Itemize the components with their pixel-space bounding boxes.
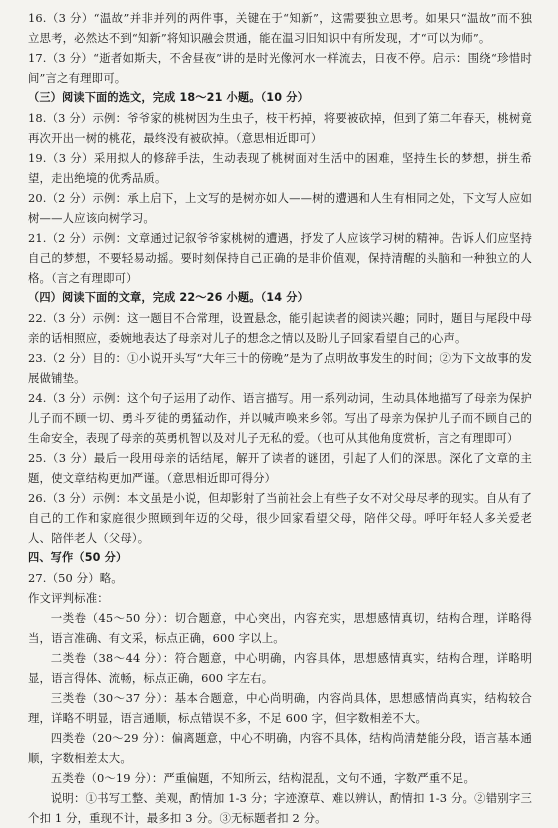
grade-class-2: 二类卷（38～44 分）：符合题意，中心明确，内容具体，思想感情真实，结构合理，详略明显，语言得体、流畅，标点正确，600 字左右。 — [28, 651, 532, 685]
answer-22: 22.（3 分）示例：这一题目不合常理，设置悬念，能引起读者的阅读兴趣；同时，题目与尾段中母亲的话相照应，委婉地表达了母亲对儿子的想念之情以及盼儿子回家看望自己的心声。 — [28, 311, 532, 345]
grading-criteria-title: 作文评判标准： — [28, 591, 109, 605]
answer-17: 17.（3 分）“逝者如斯夫，不舍昼夜”讲的是时光像河水一样流去，日夜不停。启示：围绕“珍惜时间”言之有理即可。 — [28, 51, 532, 85]
answer-27: 27.（50 分）略。 — [28, 571, 123, 585]
answer-18: 18.（3 分）示例：爷爷家的桃树因为生虫子，枝干朽掉，将要被砍掉，但到了第二年春天，桃树竟再次开出一树的桃花，最终没有被砍掉。（意思相近即可） — [28, 111, 532, 145]
answer-25: 25.（3 分）最后一段用母亲的话结尾，解开了读者的谜团，引起了人们的深思。深化了文章的主题，使文章结构更加严谨。（意思相近即可得分） — [28, 451, 532, 485]
answer-19: 19.（3 分）采用拟人的修辞手法，生动表现了桃树面对生活中的困难，坚持生长的梦想，拼生希望，走出绝境的优秀品质。 — [28, 151, 532, 185]
grade-class-1: 一类卷（45～50 分）：切合题意，中心突出，内容充实，思想感情真切，结构合理，详略得当，语言准确、有文采，标点正确，600 字以上。 — [28, 611, 532, 645]
section-heading-3: （三）阅读下面的选文，完成 18～21 小题。（10 分） — [28, 91, 309, 104]
answer-23: 23.（2 分）目的：①小说开头写“大年三十的傍晚”是为了点明故事发生的时间；②为下文故事的发展做铺垫。 — [28, 351, 532, 385]
answer-21: 21.（2 分）示例：文章通过记叙爷爷家桃树的遭遇，抒发了人应该学习树的精神。告诉人们应坚持自己的梦想，不要轻易动摇。要时刻保持自己正确的是非价值观，保持清醒的头脑和一种独立的人格。（言之有理即可） — [28, 231, 532, 285]
section-heading-4: （四）阅读下面的文章，完成 22～26 小题。（14 分） — [28, 291, 309, 304]
answer-20: 20.（2 分）示例：承上启下，上文写的是树亦如人——树的遭遇和人生有相同之处，下文写人应如树——人应该向树学习。 — [28, 191, 532, 225]
answer-16: 16.（3 分）“温故”并非并列的两件事，关键在于“知新”，这需要独立思考。如果只“温故”而不独立思考，必然达不到“知新”将知识融会贯通，能在温习旧知识中有所发现，才“可以为师”。 — [28, 11, 532, 45]
grading-notes: 说明：①书写工整、美观，酌情加 1-3 分；字迹潦草、难以辨认，酌情扣 1-3 分。②错别字三个扣 1 分，重现不计，最多扣 3 分。③无标题者扣 2 分。 — [28, 791, 532, 825]
section-heading-writing: 四、写作（50 分） — [28, 551, 128, 564]
grade-class-4: 四类卷（20～29 分）：偏离题意，中心不明确，内容不具体，结构尚清楚能分段，语言基本通顺，字数相差太大。 — [28, 731, 532, 765]
answer-24: 24.（3 分）示例：这个句子运用了动作、语言描写。用一系列动词，生动具体地描写了母亲为保护儿子而不顾一切、勇斗歹徒的勇猛动作，并以喊声唤来乡邻。写出了母亲为保护儿子而不顾自己的生命安全，表现了母亲的英勇机智以及对儿子无私的爱。（也可从其他角度赏析，言之有理即可） — [28, 391, 532, 445]
grade-class-3: 三类卷（30～37 分）：基本合题意，中心尚明确，内容尚具体，思想感情尚真实，结构较合理，详略不明显，语言通顺，标点错误不多，不足 600 字，但字数相差不大。 — [28, 691, 532, 725]
grade-class-5: 五类卷（0～19 分）：严重偏题，不知所云，结构混乱，文句不通，字数严重不足。 — [50, 771, 475, 785]
answer-26: 26.（3 分）示例：本文虽是小说，但却影射了当前社会上有些子女不对父母尽孝的现实。自从有了自己的工作和家庭很少照顾到年迈的父母，很少回家看望父母，陪伴父母。呼吁年轻人多关爱老人、陪伴老人（父母）。 — [28, 491, 532, 545]
